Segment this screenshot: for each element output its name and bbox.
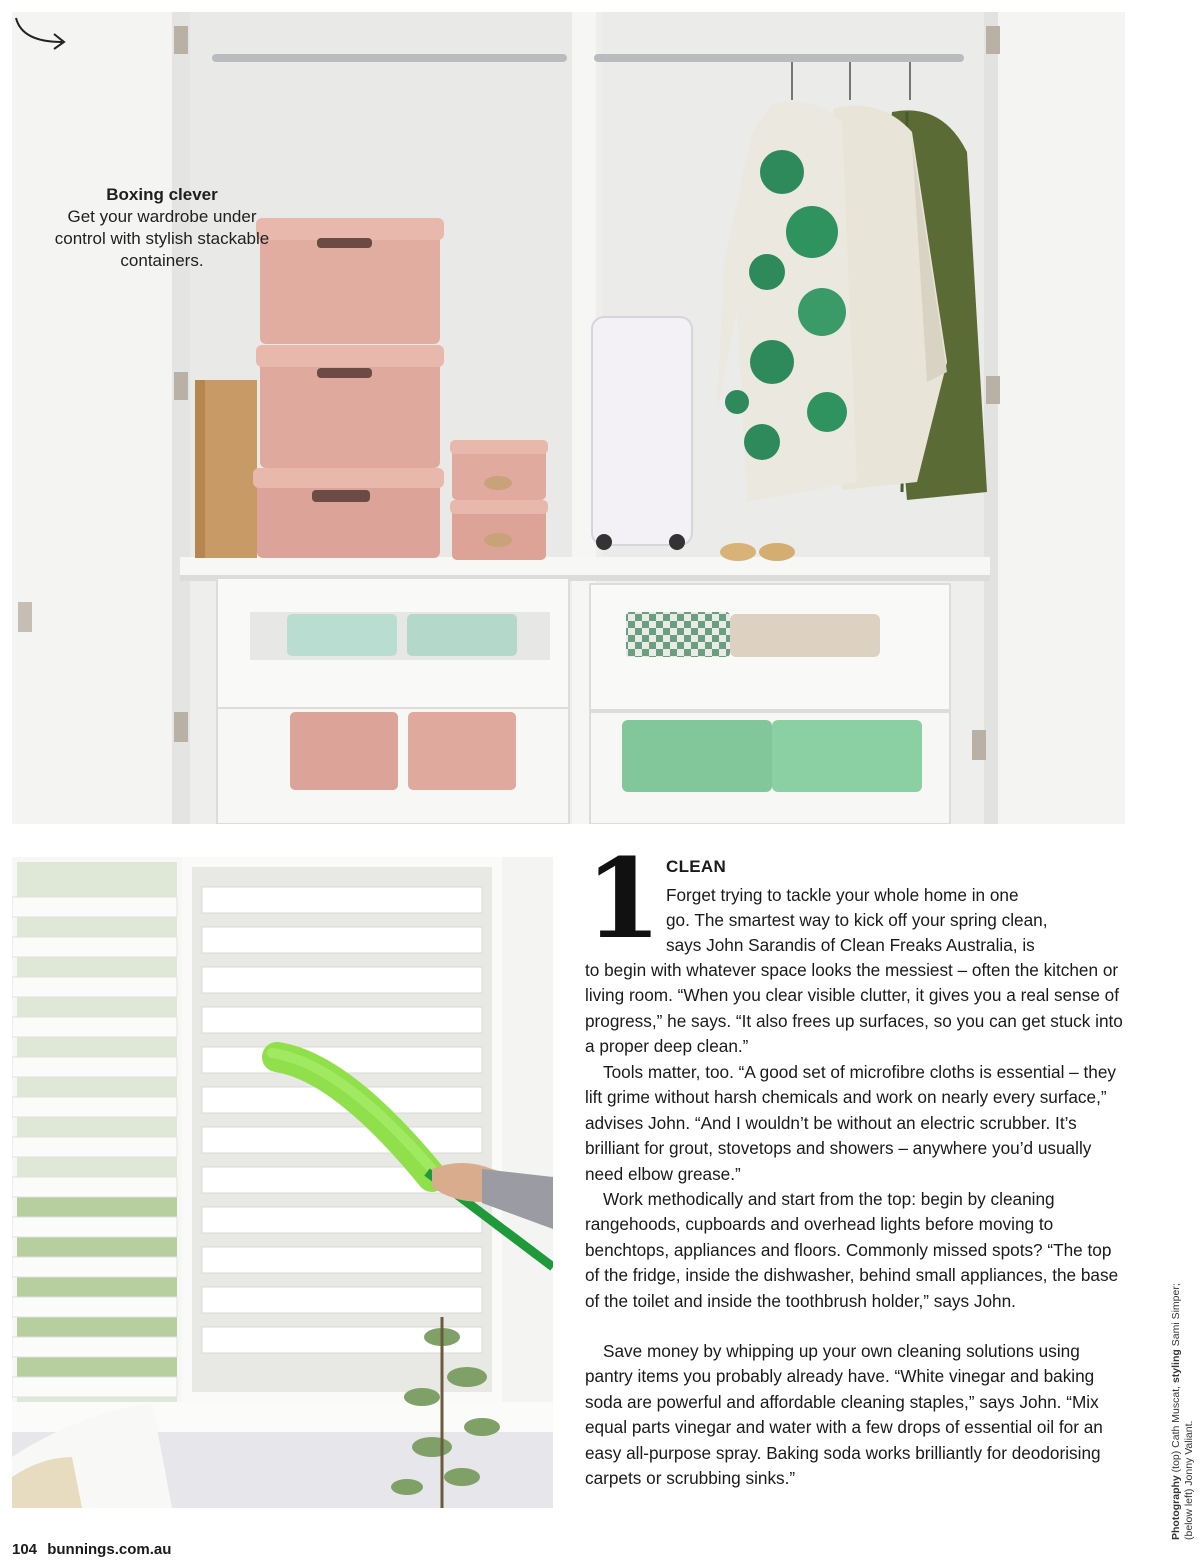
photo-credits: [1170, 1220, 1196, 1540]
paragraph-4-text: Save money by whipping up your own cleaning solutions using pantry items you probably already have. “White vinegar and baking soda are powerful and affordable cleaning staples,” says John. “Mix equal parts vinegar and water with a few drops of essential oil for an easy all-purpose spray. Baking soda works brilliantly for deodorising carpets or scrubbing sinks.”: [585, 1341, 1103, 1489]
article-heading: CLEAN: [666, 857, 727, 876]
shutter-illustration: [12, 857, 553, 1508]
photo-caption: [52, 184, 272, 272]
drop-cap-number: 1: [585, 834, 662, 963]
credit-label-styling: styling: [1170, 1349, 1182, 1384]
credit-text-1: (top) Cath Muscat,: [1170, 1385, 1182, 1473]
page-number: 104: [12, 1541, 38, 1558]
paragraph-3-text: Work methodically and start from the top: begin by cleaning rangehoods, cupboards and overhead lights before moving to benchtops, appliances and floors. Commonly missed spots? “The top of the fridge, inside the dishwasher, behind small appliances, the base of the toilet and inside the toothbrush holder,” says John.: [585, 1189, 1119, 1311]
wardrobe-illustration: [12, 12, 1125, 824]
wardrobe-photo: [12, 12, 1125, 824]
caption-title: Boxing clever: [106, 185, 218, 204]
credit-text-2: Sami Simper;: [1170, 1283, 1182, 1347]
intro-line-3: says John Sarandis of Clean Freaks Australia, is: [666, 935, 1035, 955]
caption-body: Get your wardrobe under control with stylish stackable containers.: [54, 207, 270, 270]
intro-line-2: go. The smartest way to kick off your spring clean,: [666, 910, 1048, 930]
shutter-photo: [12, 857, 553, 1508]
curved-arrow-icon: [12, 12, 72, 52]
page-footer: [12, 1541, 171, 1558]
article-paragraph-3: [585, 1187, 1130, 1314]
site-url[interactable]: bunnings.com.au: [47, 1541, 172, 1558]
credit-label-photography: Photography: [1170, 1475, 1182, 1540]
intro-line-1: Forget trying to tackle your whole home in one: [666, 885, 1019, 905]
paragraph-2-text: Tools matter, too. “A good set of microfibre cloths is essential – they lift grime without harsh chemicals and work on nearly every surface,” advises John. “And I wouldn’t be without an electric scrubber. It’s brilliant for grout, stovetops and showers – anywhere you’d usually need elbow grease.”: [585, 1062, 1117, 1184]
paragraph-1-text: to begin with whatever space looks the messiest – often the kitchen or living room. “When you clear visible clutter, it gives you a real sense of progress,” he says. “It also frees up surfaces, so you can get stuck into a proper deep clean.”: [585, 960, 1123, 1057]
article-paragraph-4: [585, 1339, 1130, 1491]
article-paragraph-1: [585, 958, 1130, 1060]
article-paragraph-2: [585, 1060, 1130, 1187]
credit-text-3: (below left) Jonny Valiant.: [1183, 1420, 1195, 1540]
